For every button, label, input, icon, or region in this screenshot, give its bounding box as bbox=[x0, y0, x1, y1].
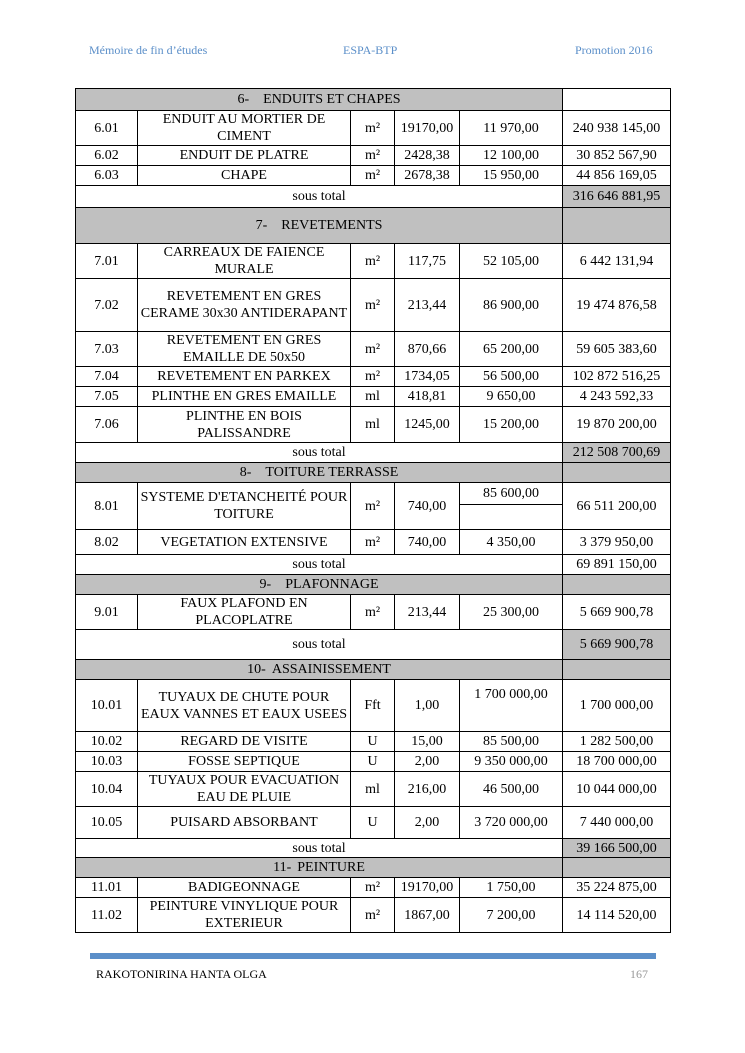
section-header bbox=[76, 89, 671, 111]
item-total: 10 044 000,00 bbox=[563, 772, 671, 807]
item-qty: 740,00 bbox=[395, 530, 460, 555]
item-qty: 1734,05 bbox=[395, 367, 460, 387]
item-pu: 15 950,00 bbox=[460, 166, 563, 186]
item-code: 6.01 bbox=[76, 111, 138, 146]
item-total: 1 700 000,00 bbox=[563, 680, 671, 732]
item-total: 14 114 520,00 bbox=[563, 898, 671, 933]
subtotal-label: sous total bbox=[76, 186, 563, 208]
item-designation: ENDUIT AU MORTIER DE CIMENT bbox=[138, 111, 351, 146]
item-pu: 4 350,00 bbox=[460, 530, 563, 555]
item-pu: 65 200,00 bbox=[460, 332, 563, 367]
subtotal-row bbox=[76, 555, 671, 575]
item-pu-cell bbox=[460, 483, 563, 530]
subtotal-label: sous total bbox=[76, 443, 563, 463]
item-total: 1 282 500,00 bbox=[563, 732, 671, 752]
item-total: 102 872 516,25 bbox=[563, 367, 671, 387]
item-code: 7.06 bbox=[76, 407, 138, 443]
item-code: 10.04 bbox=[76, 772, 138, 807]
subtotal-label: sous total bbox=[76, 839, 563, 858]
item-code: 7.01 bbox=[76, 244, 138, 279]
table-row bbox=[76, 732, 671, 752]
item-pu: 3 720 000,00 bbox=[460, 807, 563, 839]
item-pu: 56 500,00 bbox=[460, 367, 563, 387]
item-total: 4 243 592,33 bbox=[563, 387, 671, 407]
item-total: 6 442 131,94 bbox=[563, 244, 671, 279]
subtotal-row bbox=[76, 443, 671, 463]
section-title: PEINTURE bbox=[297, 860, 365, 875]
item-code: 9.01 bbox=[76, 595, 138, 630]
header-center: ESPA-BTP bbox=[343, 43, 398, 57]
item-qty: 213,44 bbox=[395, 279, 460, 332]
item-unit: m² bbox=[351, 146, 395, 166]
section-number: 10- bbox=[247, 662, 266, 677]
section-number: 8- bbox=[239, 465, 252, 480]
cost-table bbox=[75, 88, 671, 933]
item-qty: 2428,38 bbox=[395, 146, 460, 166]
section-title: ASSAINISSEMENT bbox=[271, 662, 391, 677]
item-qty: 15,00 bbox=[395, 732, 460, 752]
item-designation: PUISARD ABSORBANT bbox=[138, 807, 351, 839]
subtotal-row bbox=[76, 839, 671, 858]
item-code: 10.01 bbox=[76, 680, 138, 732]
subtotal-value: 212 508 700,69 bbox=[563, 443, 671, 463]
item-pu: 1 700 000,00 bbox=[460, 680, 563, 732]
item-designation: SYSTEME D'ETANCHEITÉ POUR TOITURE bbox=[138, 483, 351, 530]
item-designation: REVETEMENT EN GRES CERAME 30x30 ANTIDERAPANT bbox=[138, 279, 351, 332]
section-number: 7- bbox=[255, 218, 268, 233]
section-number: 6- bbox=[237, 92, 250, 107]
table-row bbox=[76, 807, 671, 839]
item-pu: 25 300,00 bbox=[460, 595, 563, 630]
section-number: 9- bbox=[259, 577, 272, 592]
item-pu: 52 105,00 bbox=[460, 244, 563, 279]
table-row bbox=[76, 595, 671, 630]
item-unit: U bbox=[351, 752, 395, 772]
item-total: 19 474 876,58 bbox=[563, 279, 671, 332]
item-qty: 1867,00 bbox=[395, 898, 460, 933]
section-title: TOITURE TERRASSE bbox=[265, 465, 399, 480]
table-row bbox=[76, 483, 671, 530]
item-total: 66 511 200,00 bbox=[563, 483, 671, 530]
item-code: 6.03 bbox=[76, 166, 138, 186]
subtotal-value: 316 646 881,95 bbox=[563, 186, 671, 208]
item-code: 10.03 bbox=[76, 752, 138, 772]
table-row bbox=[76, 244, 671, 279]
section-header bbox=[76, 463, 671, 483]
item-code: 8.02 bbox=[76, 530, 138, 555]
item-pu: 12 100,00 bbox=[460, 146, 563, 166]
item-code: 7.04 bbox=[76, 367, 138, 387]
subtotal-value: 39 166 500,00 bbox=[563, 839, 671, 858]
item-unit: m² bbox=[351, 166, 395, 186]
item-qty: 216,00 bbox=[395, 772, 460, 807]
item-designation: FOSSE SEPTIQUE bbox=[138, 752, 351, 772]
item-designation: VEGETATION EXTENSIVE bbox=[138, 530, 351, 555]
section-title: PLAFONNAGE bbox=[285, 577, 379, 592]
item-unit: m² bbox=[351, 898, 395, 933]
table-row bbox=[76, 146, 671, 166]
item-code: 10.05 bbox=[76, 807, 138, 839]
item-total: 59 605 383,60 bbox=[563, 332, 671, 367]
item-unit: U bbox=[351, 732, 395, 752]
section-title: REVETEMENTS bbox=[281, 218, 383, 233]
section-header bbox=[76, 208, 671, 244]
item-designation: TUYAUX DE CHUTE POUR EAUX VANNES ET EAUX USEES bbox=[138, 680, 351, 732]
item-designation: BADIGEONNAGE bbox=[138, 878, 351, 898]
item-total: 35 224 875,00 bbox=[563, 878, 671, 898]
item-unit: m² bbox=[351, 878, 395, 898]
item-unit: m² bbox=[351, 483, 395, 530]
table-row bbox=[76, 166, 671, 186]
subtotal-label: sous total bbox=[76, 630, 563, 660]
footer-author: RAKOTONIRINA HANTA OLGA bbox=[96, 967, 267, 981]
item-total: 240 938 145,00 bbox=[563, 111, 671, 146]
item-designation: ENDUIT DE PLATRE bbox=[138, 146, 351, 166]
item-unit: m² bbox=[351, 595, 395, 630]
item-code: 11.02 bbox=[76, 898, 138, 933]
section-header bbox=[76, 660, 671, 680]
item-total: 7 440 000,00 bbox=[563, 807, 671, 839]
section-number: 11- bbox=[273, 860, 292, 875]
item-code: 7.05 bbox=[76, 387, 138, 407]
table-row bbox=[76, 530, 671, 555]
subtotal-value: 69 891 150,00 bbox=[563, 555, 671, 575]
item-unit: U bbox=[351, 807, 395, 839]
item-designation: REGARD DE VISITE bbox=[138, 732, 351, 752]
item-pu: 46 500,00 bbox=[460, 772, 563, 807]
item-designation: REVETEMENT EN GRES EMAILLE DE 50x50 bbox=[138, 332, 351, 367]
item-unit: Fft bbox=[351, 680, 395, 732]
footer-rule bbox=[90, 953, 656, 959]
item-unit: ml bbox=[351, 407, 395, 443]
table-row bbox=[76, 387, 671, 407]
table-row bbox=[76, 680, 671, 732]
table-row bbox=[76, 332, 671, 367]
table-row bbox=[76, 898, 671, 933]
item-total: 19 870 200,00 bbox=[563, 407, 671, 443]
item-total: 3 379 950,00 bbox=[563, 530, 671, 555]
item-pu: 7 200,00 bbox=[460, 898, 563, 933]
item-qty: 740,00 bbox=[395, 483, 460, 530]
item-unit: m² bbox=[351, 332, 395, 367]
item-pu: 85 600,00 bbox=[460, 483, 562, 505]
item-total: 30 852 567,90 bbox=[563, 146, 671, 166]
header-left: Mémoire de fin d’études bbox=[89, 43, 208, 57]
table-row bbox=[76, 878, 671, 898]
section-title: ENDUITS ET CHAPES bbox=[263, 92, 401, 107]
item-qty: 19170,00 bbox=[395, 878, 460, 898]
item-unit: m² bbox=[351, 111, 395, 146]
item-qty: 19170,00 bbox=[395, 111, 460, 146]
item-designation: REVETEMENT EN PARKEX bbox=[138, 367, 351, 387]
subtotal-label: sous total bbox=[76, 555, 563, 575]
section-header bbox=[76, 858, 671, 878]
page-number: 167 bbox=[630, 967, 648, 981]
item-pu: 9 350 000,00 bbox=[460, 752, 563, 772]
item-qty: 870,66 bbox=[395, 332, 460, 367]
item-code: 8.01 bbox=[76, 483, 138, 530]
item-total: 44 856 169,05 bbox=[563, 166, 671, 186]
item-pu: 85 500,00 bbox=[460, 732, 563, 752]
item-unit: m² bbox=[351, 367, 395, 387]
subtotal-row bbox=[76, 630, 671, 660]
item-code: 6.02 bbox=[76, 146, 138, 166]
item-designation: CHAPE bbox=[138, 166, 351, 186]
item-pu: 9 650,00 bbox=[460, 387, 563, 407]
item-unit: m² bbox=[351, 530, 395, 555]
item-qty: 1245,00 bbox=[395, 407, 460, 443]
item-qty: 213,44 bbox=[395, 595, 460, 630]
item-code: 10.02 bbox=[76, 732, 138, 752]
item-qty: 2,00 bbox=[395, 807, 460, 839]
item-unit: m² bbox=[351, 244, 395, 279]
item-qty: 2,00 bbox=[395, 752, 460, 772]
item-designation: CARREAUX DE FAIENCE MURALE bbox=[138, 244, 351, 279]
item-designation: PEINTURE VINYLIQUE POUR EXTERIEUR bbox=[138, 898, 351, 933]
item-qty: 1,00 bbox=[395, 680, 460, 732]
section-header bbox=[76, 575, 671, 595]
subtotal-row bbox=[76, 186, 671, 208]
item-pu: 11 970,00 bbox=[460, 111, 563, 146]
table-row bbox=[76, 752, 671, 772]
table-row bbox=[76, 407, 671, 443]
item-designation: FAUX PLAFOND EN PLACOPLATRE bbox=[138, 595, 351, 630]
item-qty: 2678,38 bbox=[395, 166, 460, 186]
table-row bbox=[76, 367, 671, 387]
item-designation: TUYAUX POUR EVACUATION EAU DE PLUIE bbox=[138, 772, 351, 807]
header-right: Promotion 2016 bbox=[575, 43, 653, 57]
table-row bbox=[76, 111, 671, 146]
item-qty: 418,81 bbox=[395, 387, 460, 407]
item-unit: ml bbox=[351, 772, 395, 807]
item-pu: 86 900,00 bbox=[460, 279, 563, 332]
item-total: 18 700 000,00 bbox=[563, 752, 671, 772]
item-pu: 1 750,00 bbox=[460, 878, 563, 898]
item-unit: m² bbox=[351, 279, 395, 332]
subtotal-value: 5 669 900,78 bbox=[563, 630, 671, 660]
table-row bbox=[76, 772, 671, 807]
item-total: 5 669 900,78 bbox=[563, 595, 671, 630]
item-code: 11.01 bbox=[76, 878, 138, 898]
item-designation: PLINTHE EN GRES EMAILLE bbox=[138, 387, 351, 407]
item-designation: PLINTHE EN BOIS PALISSANDRE bbox=[138, 407, 351, 443]
table-row bbox=[76, 279, 671, 332]
item-code: 7.02 bbox=[76, 279, 138, 332]
item-qty: 117,75 bbox=[395, 244, 460, 279]
item-code: 7.03 bbox=[76, 332, 138, 367]
item-unit: ml bbox=[351, 387, 395, 407]
item-pu: 15 200,00 bbox=[460, 407, 563, 443]
